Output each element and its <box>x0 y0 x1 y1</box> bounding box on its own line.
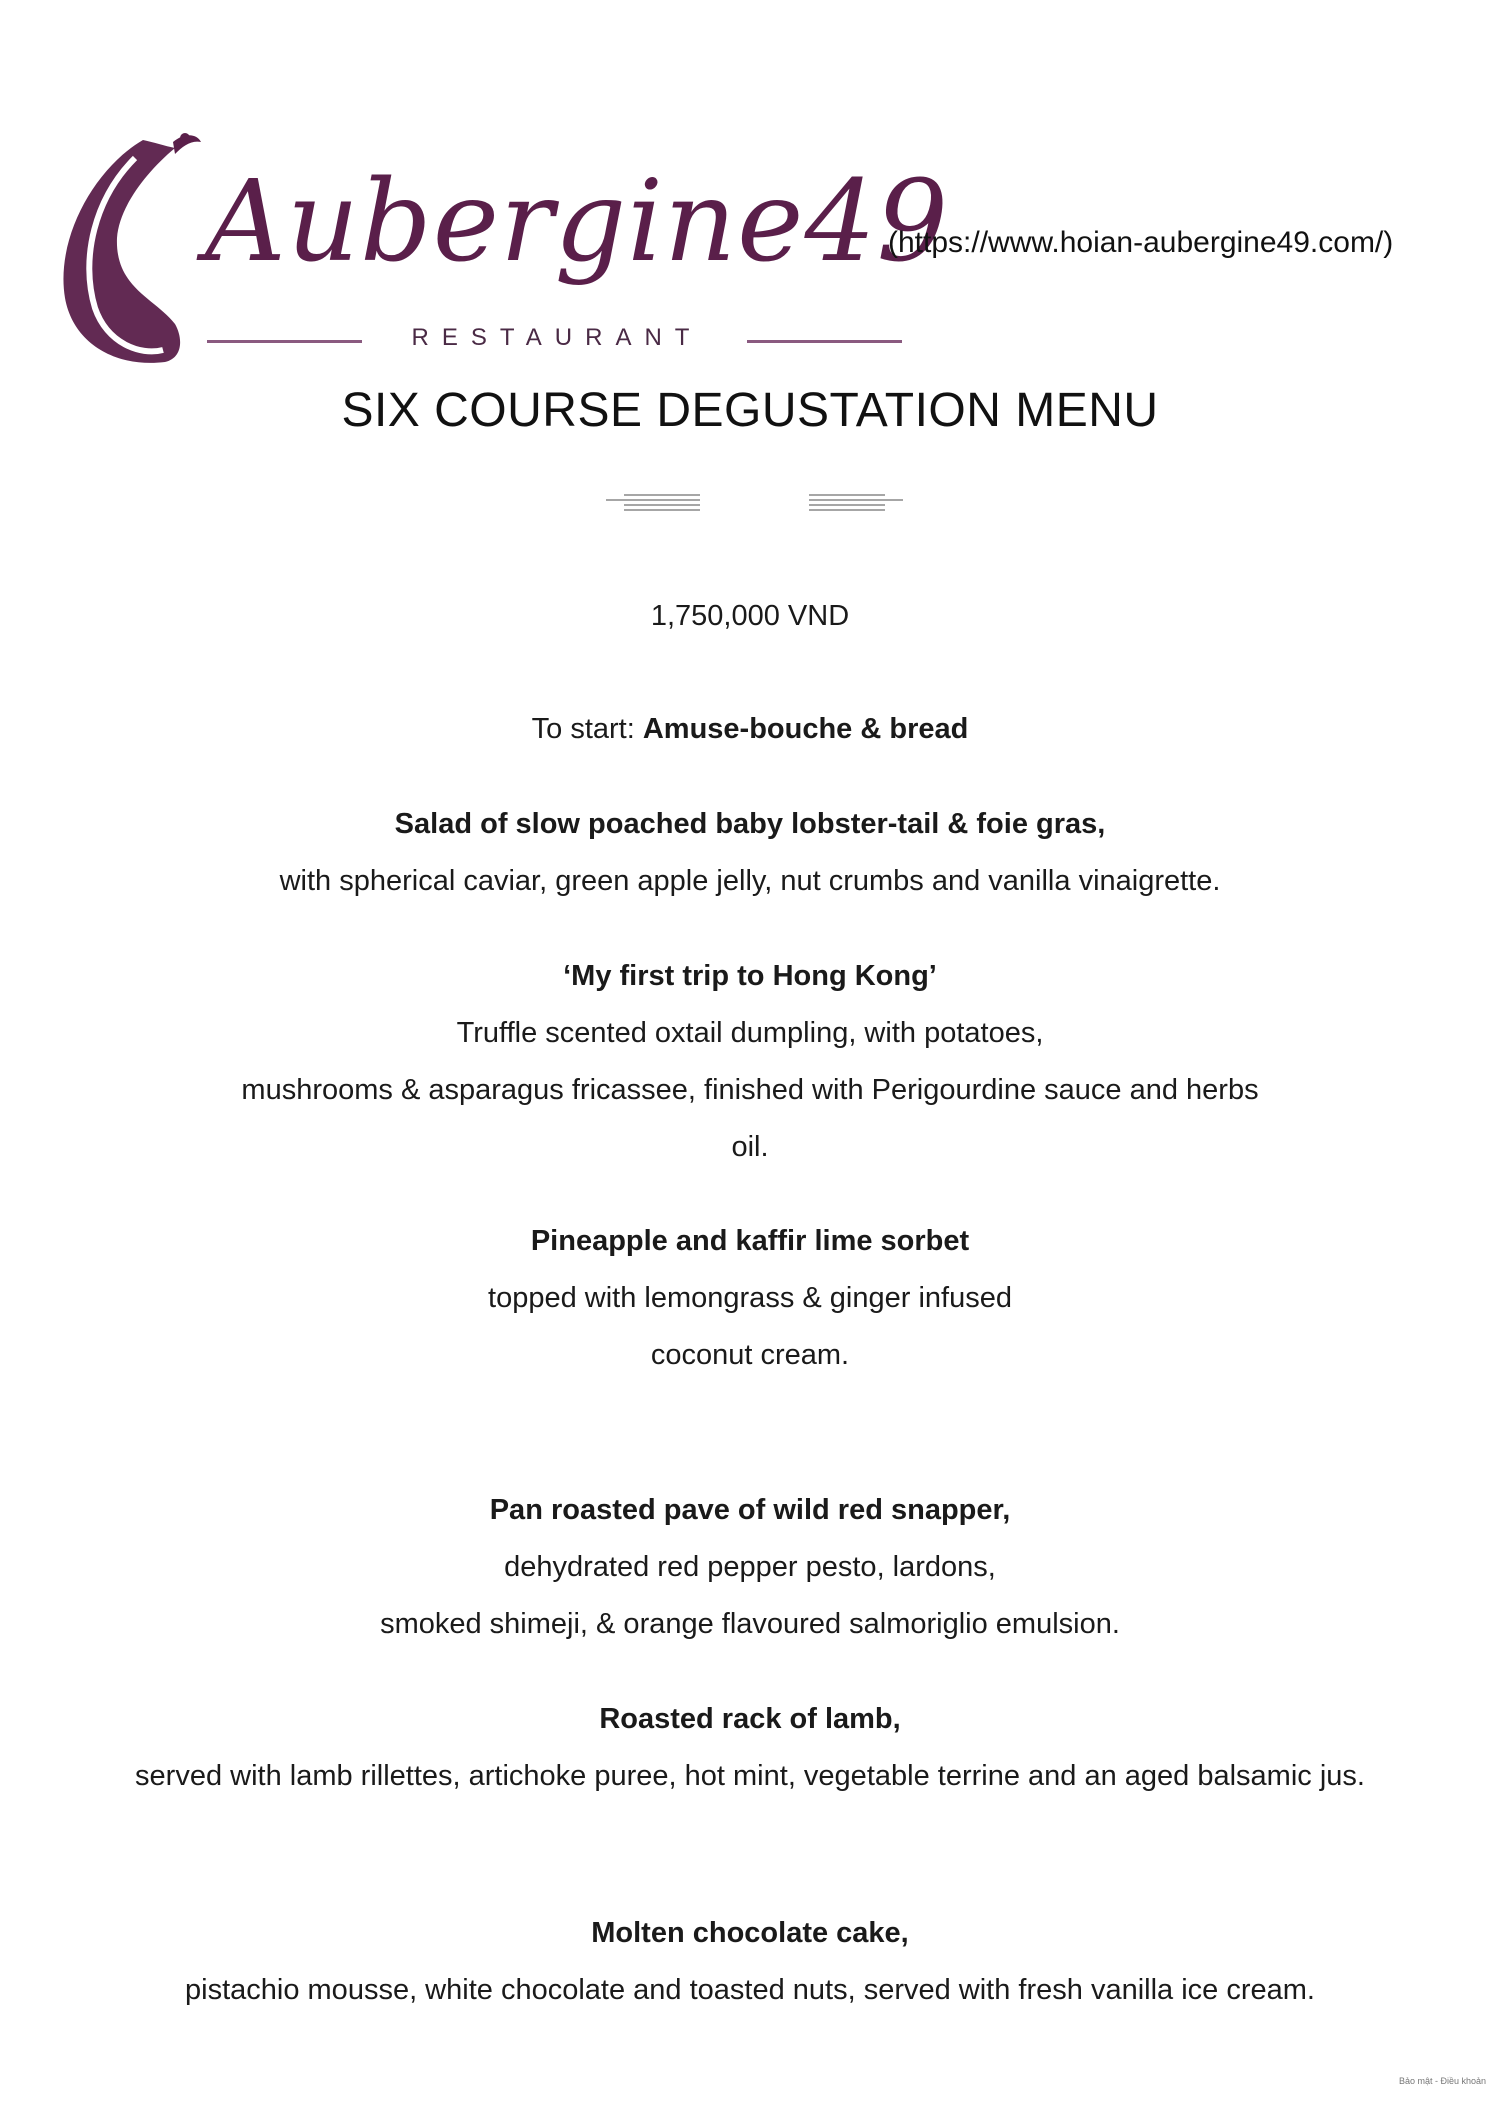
footer-links[interactable]: Bảo mật - Điều khoản <box>1398 2076 1486 2086</box>
double-line-ornament-icon <box>604 486 704 516</box>
peacock-feather-icon <box>55 128 205 378</box>
course-description: served with lamb rillettes, artichoke puree, hot mint, vegetable terrine and an aged balsamic jus. <box>135 1760 1365 1792</box>
course-description: mushrooms & asparagus fricassee, finished with Perigourdine sauce and herbs <box>241 1074 1259 1106</box>
course-name: Pan roasted pave of wild red snapper, <box>489 1494 1011 1526</box>
restaurant-logo <box>55 128 949 378</box>
course-description: Truffle scented oxtail dumpling, with potatoes, <box>456 1017 1044 1049</box>
course-name: Roasted rack of lamb, <box>599 1703 901 1735</box>
brand-name: Aubergine49 <box>205 157 949 287</box>
brand-subtitle-row <box>207 324 907 358</box>
course-name: Salad of slow poached baby lobster-tail & foie gras, <box>394 808 1106 840</box>
course-description: pistachio mousse, white chocolate and toasted nuts, served with fresh vanilla ice cream. <box>185 1974 1315 2006</box>
menu-price: 1,750,000 VND <box>650 600 850 632</box>
menu-title: SIX COURSE DEGUSTATION MENU <box>341 384 1159 437</box>
course-description: with spherical caviar, green apple jelly, nut crumbs and vanilla vinaigrette. <box>279 865 1221 897</box>
starter-line <box>0 713 1500 746</box>
starter-name: Amuse-bouche & bread <box>642 713 969 745</box>
brand-subtitle: RESTAURANT <box>411 324 703 351</box>
course-description: dehydrated red pepper pesto, lardons, <box>504 1551 996 1583</box>
logo-rule-left <box>207 340 362 343</box>
starter-prefix: To start: <box>531 713 643 745</box>
course-name: Molten chocolate cake, <box>591 1917 909 1949</box>
course-description: topped with lemongrass & ginger infused <box>488 1282 1012 1314</box>
website-url[interactable]: (https://www.hoian-aubergine49.com/) <box>888 226 1394 259</box>
double-line-ornament-icon <box>805 486 905 516</box>
logo-rule-right <box>747 340 902 343</box>
course-description: smoked shimeji, & orange flavoured salmoriglio emulsion. <box>380 1608 1120 1640</box>
course-name: ‘My first trip to Hong Kong’ <box>563 960 937 992</box>
course-description: coconut cream. <box>650 1339 850 1371</box>
course-name: Pineapple and kaffir lime sorbet <box>530 1225 970 1257</box>
course-description: oil. <box>731 1131 769 1163</box>
